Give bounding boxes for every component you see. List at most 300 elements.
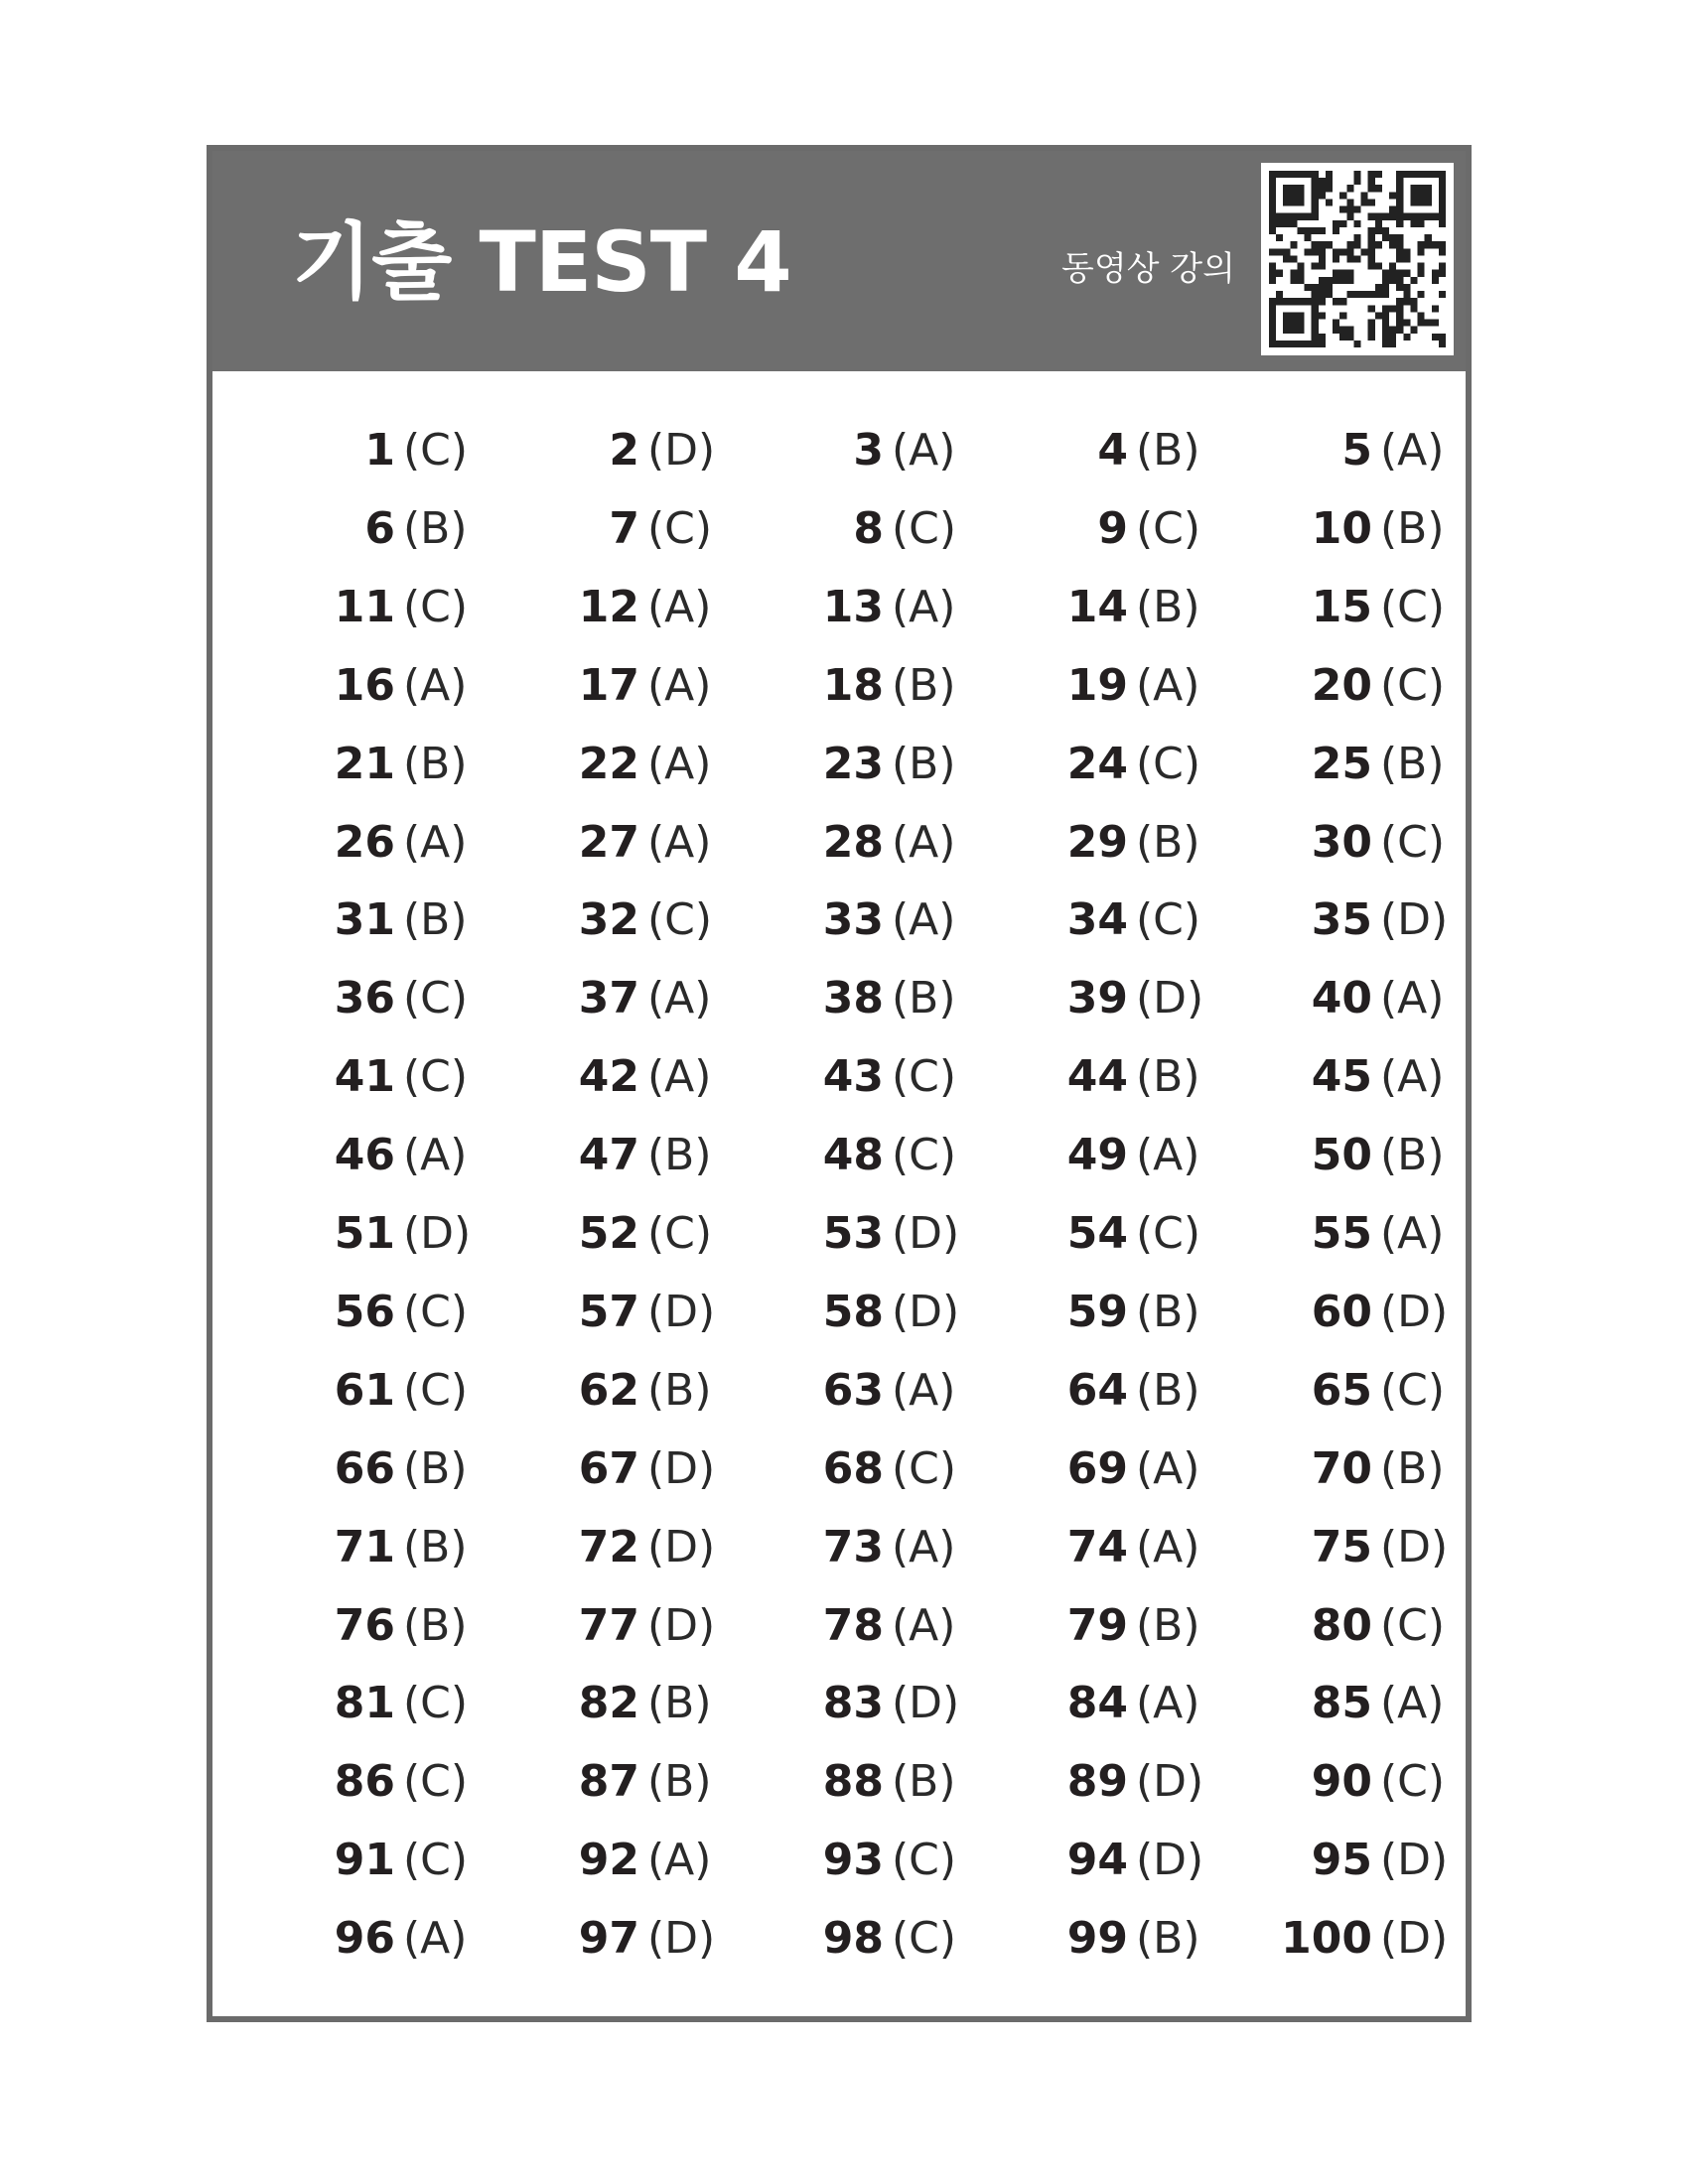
answer-item [292, 733, 491, 796]
question-number: 61 [334, 1364, 395, 1416]
question-number: 2 [609, 425, 639, 476]
answer-choice: (A) [892, 816, 956, 868]
answer-choice: (A) [403, 659, 468, 711]
question-number: 98 [822, 1913, 884, 1965]
question-number: 79 [1066, 1599, 1128, 1651]
answer-item [1269, 497, 1468, 561]
question-number: 24 [1066, 738, 1128, 789]
answer-item [1025, 733, 1223, 796]
answer-item [292, 1359, 491, 1423]
answer-item [780, 888, 979, 952]
answer-choice: (C) [1380, 816, 1446, 868]
answer-choice: (C) [403, 1286, 469, 1337]
answer-item [1269, 888, 1468, 952]
question-number: 92 [578, 1835, 639, 1886]
answer-item [292, 1045, 491, 1109]
answer-choice: (A) [1380, 1678, 1445, 1729]
answer-item [780, 1750, 979, 1814]
answer-item [1025, 654, 1223, 718]
question-number: 76 [334, 1599, 395, 1651]
answer-item [292, 497, 491, 561]
answer-choice: (C) [892, 1913, 957, 1965]
question-number: 72 [578, 1521, 639, 1572]
answer-item [1025, 967, 1223, 1030]
answer-choice: (C) [647, 1208, 713, 1259]
answer-item [536, 1437, 735, 1501]
answer-item [1025, 497, 1223, 561]
answer-item [1269, 576, 1468, 639]
question-number: 85 [1311, 1678, 1372, 1729]
answer-item [536, 1281, 735, 1344]
answer-item [780, 1907, 979, 1971]
question-number: 9 [1097, 502, 1128, 554]
question-number: 52 [578, 1208, 639, 1259]
answer-choice: (B) [403, 1521, 468, 1572]
answer-item [536, 888, 735, 952]
answer-choice: (C) [403, 425, 469, 476]
question-number: 28 [822, 816, 884, 868]
answer-item [292, 1594, 491, 1658]
answer-choice: (A) [403, 1130, 468, 1181]
answer-item [292, 1281, 491, 1344]
answer-choice: (D) [892, 1678, 960, 1729]
answer-item [1025, 1359, 1223, 1423]
answer-item [1025, 419, 1223, 482]
question-number: 40 [1311, 973, 1372, 1024]
answer-item [536, 1594, 735, 1658]
answer-item [536, 1672, 735, 1735]
answer-key-header [212, 151, 1466, 371]
answer-item [1269, 1045, 1468, 1109]
answer-item [1269, 1829, 1468, 1892]
answer-item [1025, 1516, 1223, 1579]
answer-choice: (B) [403, 502, 468, 554]
question-number: 99 [1066, 1913, 1128, 1965]
answer-choice: (C) [647, 894, 713, 946]
question-number: 74 [1066, 1521, 1128, 1572]
answer-choice: (C) [1136, 1208, 1201, 1259]
answer-item [780, 1124, 979, 1187]
answer-choice: (A) [892, 1364, 956, 1416]
question-number: 70 [1311, 1442, 1372, 1494]
question-number: 56 [334, 1286, 395, 1337]
answer-item [536, 967, 735, 1030]
answer-choice: (C) [647, 502, 713, 554]
answer-choice: (C) [892, 1835, 957, 1886]
answer-choice: (C) [892, 502, 957, 554]
answer-item [292, 1829, 491, 1892]
question-number: 100 [1281, 1913, 1372, 1965]
answer-item [780, 1437, 979, 1501]
answer-item [292, 576, 491, 639]
answer-choice: (D) [1380, 1913, 1449, 1965]
question-number: 57 [578, 1286, 639, 1337]
question-number: 39 [1066, 973, 1128, 1024]
question-number: 49 [1066, 1130, 1128, 1181]
answer-choice: (D) [1380, 1521, 1449, 1572]
question-number: 6 [364, 502, 395, 554]
answer-choice: (A) [1136, 1678, 1200, 1729]
question-number: 7 [609, 502, 639, 554]
answer-item [780, 967, 979, 1030]
question-number: 31 [334, 894, 395, 946]
question-number: 19 [1066, 659, 1128, 711]
answer-item [1025, 1124, 1223, 1187]
question-number: 45 [1311, 1051, 1372, 1103]
answer-item [536, 1829, 735, 1892]
answer-choice: (A) [1380, 1208, 1445, 1259]
question-number: 90 [1311, 1756, 1372, 1808]
answer-choice: (D) [1136, 1756, 1204, 1808]
answer-choice: (A) [647, 1835, 712, 1886]
question-number: 22 [578, 738, 639, 789]
answer-choice: (D) [1380, 1286, 1449, 1337]
question-number: 20 [1311, 659, 1372, 711]
answer-item [1025, 1672, 1223, 1735]
answer-item [1269, 1516, 1468, 1579]
answer-item [1025, 1907, 1223, 1971]
answer-choice: (B) [403, 1442, 468, 1494]
answer-choice: (D) [1136, 973, 1204, 1024]
answer-choice: (A) [892, 1521, 956, 1572]
answer-choice: (B) [892, 738, 956, 789]
answer-choice: (C) [403, 1835, 469, 1886]
answer-item [536, 1202, 735, 1266]
answer-item [1025, 1750, 1223, 1814]
answer-choice: (B) [1136, 1286, 1200, 1337]
answer-choice: (C) [1380, 1599, 1446, 1651]
question-number: 21 [334, 738, 395, 789]
question-number: 29 [1066, 816, 1128, 868]
question-number: 68 [822, 1442, 884, 1494]
question-number: 94 [1066, 1835, 1128, 1886]
question-number: 3 [853, 425, 884, 476]
question-number: 51 [334, 1208, 395, 1259]
answer-key-card [207, 145, 1472, 2022]
answer-choice: (B) [1136, 1599, 1200, 1651]
page-title: 기출 TEST 4 [292, 213, 791, 311]
question-number: 53 [822, 1208, 884, 1259]
answer-choice: (A) [892, 581, 956, 632]
answer-choice: (C) [403, 1756, 469, 1808]
question-number: 82 [578, 1678, 639, 1729]
answer-choice: (B) [892, 1756, 956, 1808]
question-number: 54 [1066, 1208, 1128, 1259]
question-number: 41 [334, 1051, 395, 1103]
answer-item [292, 1202, 491, 1266]
question-number: 13 [822, 581, 884, 632]
question-number: 65 [1311, 1364, 1372, 1416]
answer-item [1025, 811, 1223, 875]
question-number: 55 [1311, 1208, 1372, 1259]
question-number: 81 [334, 1678, 395, 1729]
answer-choice: (A) [647, 973, 712, 1024]
question-number: 36 [334, 973, 395, 1024]
question-number: 62 [578, 1364, 639, 1416]
answer-choice: (B) [647, 1678, 712, 1729]
answer-choice: (A) [647, 738, 712, 789]
answer-item [292, 1672, 491, 1735]
question-number: 73 [822, 1521, 884, 1572]
question-number: 71 [334, 1521, 395, 1572]
answer-choice: (C) [1136, 502, 1201, 554]
answer-choice: (D) [1380, 894, 1449, 946]
answer-item [1025, 888, 1223, 952]
answer-choice: (B) [403, 738, 468, 789]
answer-item [536, 1907, 735, 1971]
answer-item [536, 419, 735, 482]
answer-choice: (A) [1136, 1521, 1200, 1572]
question-number: 37 [578, 973, 639, 1024]
answer-choice: (D) [892, 1286, 960, 1337]
answer-choice: (A) [647, 581, 712, 632]
answer-choice: (C) [1136, 738, 1201, 789]
question-number: 25 [1311, 738, 1372, 789]
answer-item [1025, 1281, 1223, 1344]
question-number: 4 [1097, 425, 1128, 476]
question-number: 30 [1311, 816, 1372, 868]
answer-item [780, 1594, 979, 1658]
answer-choice: (B) [1380, 502, 1445, 554]
answer-choice: (A) [1136, 659, 1200, 711]
question-number: 63 [822, 1364, 884, 1416]
answer-item [1269, 811, 1468, 875]
answer-item [536, 733, 735, 796]
answer-item [1025, 1045, 1223, 1109]
answer-item [292, 967, 491, 1030]
answer-item [1025, 576, 1223, 639]
answer-item [536, 811, 735, 875]
answer-item [292, 1516, 491, 1579]
answer-choice: (A) [1136, 1442, 1200, 1494]
answer-choice: (D) [892, 1208, 960, 1259]
answer-choice: (A) [1136, 1130, 1200, 1181]
answer-item [1269, 1359, 1468, 1423]
question-number: 69 [1066, 1442, 1128, 1494]
answer-item [1269, 1437, 1468, 1501]
question-number: 32 [578, 894, 639, 946]
question-number: 46 [334, 1130, 395, 1181]
question-number: 47 [578, 1130, 639, 1181]
answer-choice: (B) [1136, 1051, 1200, 1103]
answer-item [1025, 1829, 1223, 1892]
answer-item [292, 654, 491, 718]
answer-item [780, 576, 979, 639]
answer-item [780, 1829, 979, 1892]
question-number: 38 [822, 973, 884, 1024]
answer-choice: (C) [403, 1051, 469, 1103]
answer-choice: (B) [1136, 816, 1200, 868]
answer-choice: (C) [1380, 1364, 1446, 1416]
answer-item [536, 654, 735, 718]
answer-item [292, 1437, 491, 1501]
question-number: 26 [334, 816, 395, 868]
question-number: 23 [822, 738, 884, 789]
question-number: 15 [1311, 581, 1372, 632]
answer-choice: (D) [1380, 1835, 1449, 1886]
answer-item [780, 733, 979, 796]
answer-choice: (D) [647, 425, 716, 476]
question-number: 16 [334, 659, 395, 711]
question-number: 14 [1066, 581, 1128, 632]
answer-choice: (A) [892, 1599, 956, 1651]
answer-item [292, 1750, 491, 1814]
video-lecture-label: 동영상 강의 [1060, 249, 1235, 289]
answer-item [780, 811, 979, 875]
answer-choice: (A) [1380, 1051, 1445, 1103]
answer-choice: (B) [1380, 1130, 1445, 1181]
question-number: 87 [578, 1756, 639, 1808]
question-number: 88 [822, 1756, 884, 1808]
answer-item [1269, 1907, 1468, 1971]
question-number: 42 [578, 1051, 639, 1103]
question-number: 48 [822, 1130, 884, 1181]
answer-choice: (B) [1136, 581, 1200, 632]
answer-item [1025, 1437, 1223, 1501]
answer-choice: (C) [403, 581, 469, 632]
answer-item [1269, 1202, 1468, 1266]
answer-item [1269, 419, 1468, 482]
question-number: 86 [334, 1756, 395, 1808]
qr-code-graphic [1269, 171, 1446, 347]
question-number: 67 [578, 1442, 639, 1494]
answer-choice: (A) [647, 816, 712, 868]
answer-item [780, 1202, 979, 1266]
answer-item [1269, 1281, 1468, 1344]
question-number: 96 [334, 1913, 395, 1965]
answer-choice: (C) [1380, 1756, 1446, 1808]
question-number: 11 [334, 581, 395, 632]
answer-grid [212, 371, 1466, 2019]
question-number: 8 [853, 502, 884, 554]
answer-choice: (D) [647, 1521, 716, 1572]
answer-choice: (C) [892, 1051, 957, 1103]
answer-choice: (C) [1136, 894, 1201, 946]
answer-choice: (C) [403, 973, 469, 1024]
answer-choice: (B) [1380, 1442, 1445, 1494]
question-number: 35 [1311, 894, 1372, 946]
answer-choice: (B) [647, 1756, 712, 1808]
answer-item [292, 811, 491, 875]
answer-item [536, 1045, 735, 1109]
answer-item [1269, 1124, 1468, 1187]
answer-item [292, 419, 491, 482]
answer-item [292, 1907, 491, 1971]
answer-choice: (B) [647, 1130, 712, 1181]
answer-choice: (D) [1136, 1835, 1204, 1886]
question-number: 95 [1311, 1835, 1372, 1886]
answer-item [536, 1124, 735, 1187]
answer-choice: (A) [647, 1051, 712, 1103]
answer-choice: (D) [647, 1442, 716, 1494]
answer-item [780, 1359, 979, 1423]
answer-item [1269, 967, 1468, 1030]
answer-choice: (A) [647, 659, 712, 711]
answer-item [536, 497, 735, 561]
answer-choice: (B) [1136, 1913, 1200, 1965]
question-number: 78 [822, 1599, 884, 1651]
answer-choice: (A) [892, 425, 956, 476]
question-number: 33 [822, 894, 884, 946]
question-number: 1 [364, 425, 395, 476]
answer-choice: (D) [403, 1208, 472, 1259]
answer-choice: (B) [892, 973, 956, 1024]
question-number: 64 [1066, 1364, 1128, 1416]
answer-choice: (B) [1136, 425, 1200, 476]
answer-item [780, 497, 979, 561]
answer-item [292, 1124, 491, 1187]
question-number: 60 [1311, 1286, 1372, 1337]
answer-choice: (C) [892, 1442, 957, 1494]
answer-item [1269, 654, 1468, 718]
answer-choice: (C) [403, 1364, 469, 1416]
qr-code-icon[interactable] [1261, 163, 1454, 355]
answer-item [1025, 1202, 1223, 1266]
question-number: 18 [822, 659, 884, 711]
answer-choice: (B) [403, 894, 468, 946]
answer-item [1269, 1594, 1468, 1658]
question-number: 91 [334, 1835, 395, 1886]
answer-item [780, 654, 979, 718]
question-number: 34 [1066, 894, 1128, 946]
answer-item [1269, 733, 1468, 796]
answer-item [536, 576, 735, 639]
question-number: 43 [822, 1051, 884, 1103]
answer-choice: (A) [892, 894, 956, 946]
answer-choice: (A) [403, 1913, 468, 1965]
question-number: 12 [578, 581, 639, 632]
answer-choice: (C) [1380, 581, 1446, 632]
question-number: 97 [578, 1913, 639, 1965]
question-number: 89 [1066, 1756, 1128, 1808]
answer-item [1269, 1750, 1468, 1814]
answer-choice: (D) [647, 1913, 716, 1965]
answer-item [536, 1750, 735, 1814]
answer-choice: (A) [1380, 425, 1445, 476]
answer-item [780, 1672, 979, 1735]
answer-choice: (C) [1380, 659, 1446, 711]
answer-item [1269, 1672, 1468, 1735]
question-number: 75 [1311, 1521, 1372, 1572]
answer-item [780, 1045, 979, 1109]
question-number: 27 [578, 816, 639, 868]
question-number: 58 [822, 1286, 884, 1337]
answer-item [292, 888, 491, 952]
answer-choice: (A) [1380, 973, 1445, 1024]
question-number: 83 [822, 1678, 884, 1729]
answer-choice: (B) [892, 659, 956, 711]
answer-choice: (B) [1136, 1364, 1200, 1416]
question-number: 17 [578, 659, 639, 711]
question-number: 93 [822, 1835, 884, 1886]
question-number: 84 [1066, 1678, 1128, 1729]
answer-choice: (A) [403, 816, 468, 868]
question-number: 66 [334, 1442, 395, 1494]
answer-item [780, 419, 979, 482]
answer-item [780, 1516, 979, 1579]
answer-choice: (B) [1380, 738, 1445, 789]
question-number: 5 [1341, 425, 1372, 476]
question-number: 59 [1066, 1286, 1128, 1337]
question-number: 44 [1066, 1051, 1128, 1103]
answer-item [780, 1281, 979, 1344]
answer-choice: (D) [647, 1599, 716, 1651]
answer-item [1025, 1594, 1223, 1658]
answer-item [536, 1359, 735, 1423]
question-number: 50 [1311, 1130, 1372, 1181]
question-number: 77 [578, 1599, 639, 1651]
question-number: 10 [1311, 502, 1372, 554]
